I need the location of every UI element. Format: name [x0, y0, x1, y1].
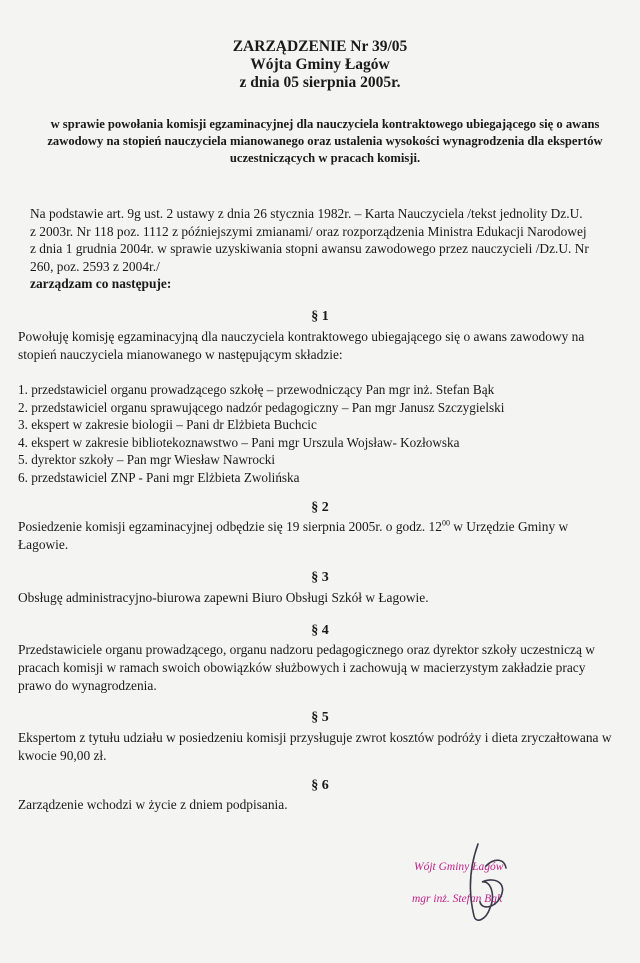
issue-date: z dnia 05 sierpnia 2005r. [239, 74, 401, 91]
section-2-text-part: Posiedzenie komisji egzaminacyjnej odbędzie się 19 sierpnia 2005r. o godz. 12 [18, 519, 442, 534]
section-2-text [18, 518, 618, 554]
legal-basis-text: Na podstawie art. 9g ust. 2 ustawy z dnia 26 stycznia 1982r. – Karta Nauczyciela /tekst jednolity Dz.U. z 2003r. Nr 118 poz. 1112 z późniejszymi zmianami/ oraz rozporządzenia Ministra Edukacji Narodowej z dnia 1 grudnia 2004r. w sprawie uzyskiwania stopni awansu zawodowego przez nauczycieli /Dz.U. Nr 260, poz. 2593 z 2004r./ [30, 206, 589, 274]
section-4-text: Przedstawiciele organu prowadzącego, organu nadzoru pedagogicznego oraz dyrektor szkoły uczestniczą w pracach komisji w ramach swoich obowiązków służbowych i zachowują w macierzystym zakładzie pracy prawo do wynagrodzenia. [18, 642, 595, 693]
committee-member: 4. ekspert w zakresie bibliotekoznawstwo – Pani mgr Urszula Wojsław- Kozłowska [18, 434, 460, 450]
section-6-text: Zarządzenie wchodzi w życie z dniem podpisania. [18, 797, 288, 812]
issuer: Wójta Gminy Łagów [250, 56, 390, 73]
section-4-title: § 4 [311, 623, 329, 638]
committee-members-list [18, 381, 628, 487]
subject-paragraph: w sprawie powołania komisji egzaminacyjnej dla nauczyciela kontraktowego ubiegającego się o awans zawodowy na stopień nauczyciela mianowanego oraz ustalenia wysokości wynagrodzenia dla ekspertów uczestniczących w pracach komisji. [47, 117, 603, 165]
section-3-text: Obsługę administracyjno-biurowa zapewni Biuro Obsługi Szkół w Łagowie. [18, 590, 429, 605]
decree-line: zarządzam co następuje: [30, 276, 172, 291]
document-title: ZARZĄDZENIE Nr 39/05 [232, 38, 408, 55]
committee-member: 6. przedstawiciel ZNP - Pani mgr Elżbieta Zwolińska [18, 469, 300, 485]
document-header [0, 38, 640, 92]
committee-member: 2. przedstawiciel organu sprawującego nadzór pedagogiczny – Pan mgr Janusz Szczygielski [18, 399, 505, 415]
hour-minutes: 00 [441, 518, 450, 528]
section-2-title: § 2 [311, 500, 329, 515]
stamp-title: Wójt Gminy Łagów [414, 861, 504, 873]
section-5-text: Ekspertom z tytułu udziału w posiedzeniu komisji przysługuje zwrot kosztów podróży i dieta zryczałtowana w kwocie 90,00 zł. [18, 730, 612, 763]
committee-member: 1. przedstawiciel organu prowadzącego szkołę – przewodniczący Pan mgr inż. Stefan Bąk [18, 382, 495, 397]
committee-member: 3. ekspert w zakresie biologii – Pani dr Elżbieta Buchcic [18, 417, 317, 433]
section-2-text-part: w Urzędzie Gminy w Łagowie. [18, 519, 569, 552]
committee-member: 5. dyrektor szkoły – Pan mgr Wiesław Nawrocki [18, 452, 276, 468]
stamp-name: mgr inż. Stefan Bąk [412, 893, 503, 905]
section-3-title: § 3 [311, 570, 329, 585]
section-1-title: § 1 [311, 309, 329, 324]
section-5-title: § 5 [311, 710, 329, 725]
handwritten-signature [460, 836, 530, 931]
legal-basis [30, 205, 590, 293]
section-1-text: Powołuję komisję egzaminacyjną dla nauczyciela kontraktowego ubiegającego się o awans zawodowy na stopień nauczyciela mianowanego w następującym składzie: [18, 329, 585, 362]
section-6-title: § 6 [311, 778, 329, 793]
